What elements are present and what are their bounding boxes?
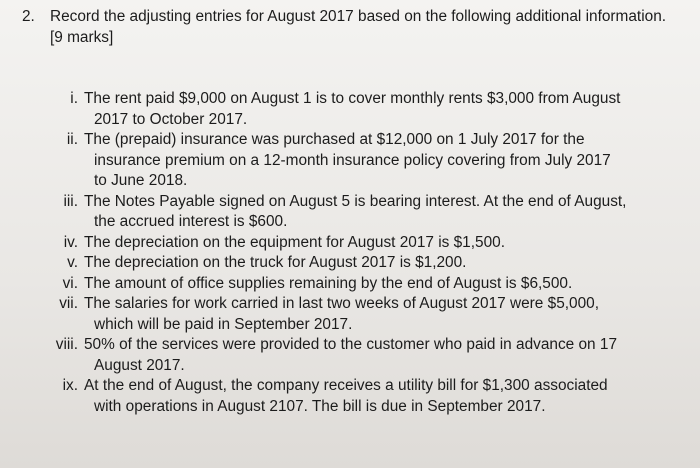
item-line: 2017 to October 2017. [94, 110, 248, 128]
item-line: to June 2018. [94, 172, 188, 189]
list-item [48, 376, 678, 417]
item-line: 50% of the services were provided to the customer who paid in advance on 17 [84, 336, 617, 353]
item-line: the accrued interest is $600. [94, 213, 288, 230]
item-line: The salaries for work carried in last two weeks of August 2017 were $5,000, [84, 295, 599, 312]
item-line: August 2017. [94, 356, 185, 374]
item-numeral: ii. [66, 131, 78, 148]
item-line: The depreciation on the equipment for August 2017 is $1,500. [84, 233, 505, 251]
item-numeral: viii. [55, 336, 78, 353]
item-line: with operations in August 2107. The bill is due in September 2017. [94, 397, 546, 415]
list-item [48, 274, 678, 295]
question-text: Record the adjusting entries for August 2017 based on the following additional information. [9 marks] [50, 8, 667, 46]
item-numeral: vi. [62, 274, 78, 292]
item-line: The Notes Payable signed on August 5 is bearing interest. At the end of August, [84, 192, 627, 210]
item-numeral: ix. [62, 377, 78, 394]
item-line: insurance premium on a 12-month insurance policy covering from July 2017 [94, 151, 611, 169]
list-item [48, 89, 678, 130]
item-line: The rent paid $9,000 on August 1 is to cover monthly rents $3,000 from August [84, 90, 621, 107]
item-numeral: vii. [59, 295, 78, 312]
list-item [48, 192, 678, 233]
information-list [48, 89, 678, 417]
item-line: which will be paid in September 2017. [94, 315, 353, 333]
item-line: The depreciation on the truck for August 2017 is $1,200. [84, 254, 467, 271]
item-numeral: i. [70, 90, 78, 107]
question-heading [22, 6, 682, 48]
list-item [48, 294, 678, 335]
item-numeral: iii. [63, 192, 78, 210]
item-numeral: v. [67, 254, 78, 271]
item-line: The (prepaid) insurance was purchased at $12,000 on 1 July 2017 for the [84, 131, 585, 148]
item-line: At the end of August, the company receives a utility bill for $1,300 associated [84, 377, 608, 394]
list-item [48, 233, 678, 254]
list-item [48, 253, 678, 274]
list-item [48, 130, 678, 192]
item-numeral: iv. [63, 233, 78, 251]
question-number: 2. [22, 8, 35, 25]
item-line: The amount of office supplies remaining by the end of August is $6,500. [84, 274, 573, 292]
list-item [48, 335, 678, 376]
